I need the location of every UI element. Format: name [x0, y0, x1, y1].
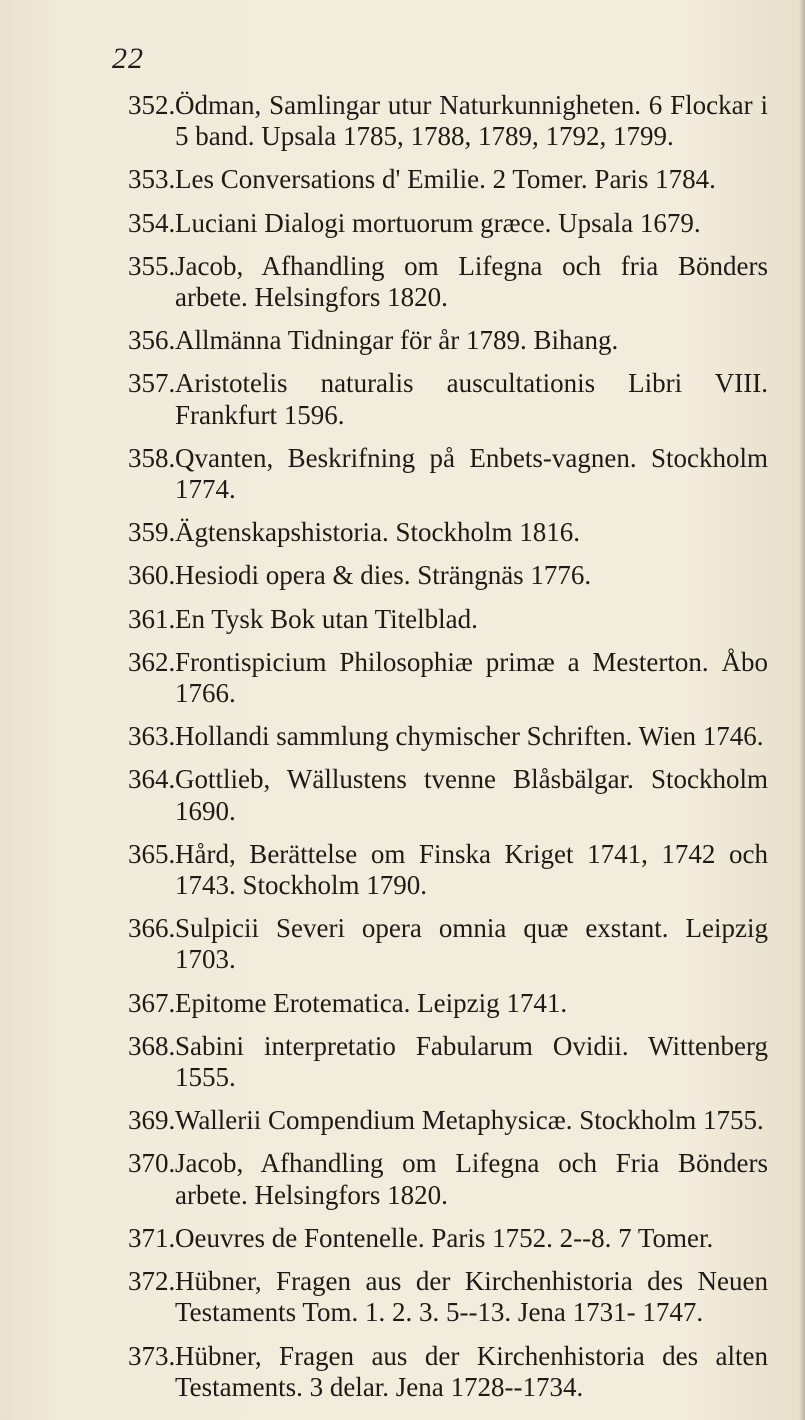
entry-number: 352.: [128, 90, 176, 120]
page-number: 22: [112, 42, 144, 75]
entry-text: En Tysk Bok utan Titelblad.: [175, 603, 478, 634]
entry-text: Ägtenskapshistoria. Stockholm 1816.: [175, 517, 580, 548]
entry-number: 361.: [128, 603, 176, 634]
entry-number: 353.: [128, 164, 176, 195]
page-edge-shadow: [799, 0, 805, 1420]
entry-text: Hübner, Fragen aus der Kirchenhistoria des Neuen Testaments Tom. 1. 2. 3. 5--13. Jena 1731- 1747.: [175, 1266, 768, 1328]
catalog-entry: [128, 764, 768, 826]
entry-number: 357.: [128, 368, 176, 399]
entry-number: 362.: [128, 646, 176, 677]
catalog-entry: [128, 1341, 768, 1403]
entry-number: 360.: [128, 560, 176, 591]
entry-text: Oeuvres de Fontenelle. Paris 1752. 2--8. 7 Tomer.: [175, 1222, 714, 1253]
catalog-entry: [128, 443, 768, 505]
catalog-entry: [128, 839, 768, 901]
catalog-entry: [128, 164, 768, 195]
entry-text: Sulpicii Severi opera omnia quæ exstant. Leipzig 1703.: [175, 913, 768, 975]
entry-number: 373.: [128, 1340, 176, 1371]
catalog-entry: [128, 90, 768, 152]
catalog-entry: [128, 1266, 768, 1328]
catalog-entry: [128, 988, 768, 1019]
catalog-entry: [128, 721, 768, 752]
entry-number: 358.: [128, 442, 176, 473]
entry-text: Allmänna Tidningar för år 1789. Bihang.: [175, 325, 619, 356]
catalog-entry: [128, 913, 768, 975]
entry-text: Luciani Dialogi mortuorum græce. Upsala 1679.: [175, 207, 701, 238]
entry-text: Qvanten, Beskrifning på Enbets-vagnen. Stockholm 1774.: [175, 442, 768, 505]
entry-text: Hollandi sammlung chymischer Schriften. Wien 1746.: [175, 721, 764, 752]
catalog-entry: [128, 1148, 768, 1210]
entry-text: Hübner, Fragen aus der Kirchenhistoria des alten Testaments. 3 delar. Jena 1728--1734.: [175, 1340, 768, 1402]
entry-number: 368.: [128, 1030, 176, 1061]
entry-text: Hesiodi opera & dies. Strängnäs 1776.: [175, 560, 592, 591]
entry-text: Ödman, Samlingar utur Naturkunnigheten. 6 Flockar i 5 band. Upsala 1785, 1788, 1789, 1792, 1799.: [175, 90, 768, 152]
catalog-entry: [128, 517, 768, 548]
catalog-entry: [128, 1105, 768, 1136]
catalog-entry: [128, 1031, 768, 1093]
entry-number: 372.: [128, 1266, 176, 1297]
entry-number: 364.: [128, 764, 176, 795]
catalog-entry: [128, 325, 768, 356]
catalog-entry: [128, 560, 768, 591]
entry-text: Gottlieb, Wällustens tvenne Blåsbälgar. Stockholm 1690.: [175, 764, 768, 826]
entry-text: Frontispicium Philosophiæ primæ a Mesterton. Åbo 1766.: [175, 646, 768, 709]
catalog-entry: [128, 368, 768, 430]
entry-number: 366.: [128, 913, 176, 944]
entry-number: 369.: [128, 1105, 176, 1136]
entry-number: 354.: [128, 207, 176, 238]
entry-text: Jacob, Afhandling om Lifegna och Fria Bönders arbete. Helsingfors 1820.: [175, 1148, 768, 1210]
entry-text: Jacob, Afhandling om Lifegna och fria Bönders arbete. Helsingfors 1820.: [175, 250, 768, 313]
catalog-entry: [128, 604, 768, 635]
entry-number: 355.: [128, 250, 176, 281]
entry-text: Aristotelis naturalis auscultationis Libri VIII. Frankfurt 1596.: [175, 368, 768, 430]
entry-number: 371.: [128, 1222, 176, 1253]
entry-number: 365.: [128, 838, 176, 869]
entry-text: Sabini interpretatio Fabularum Ovidii. Wittenberg 1555.: [175, 1030, 768, 1093]
entry-number: 356.: [128, 325, 176, 356]
entry-number: 363.: [128, 721, 176, 752]
entry-number: 359.: [128, 517, 176, 548]
catalog-entry: [128, 1223, 768, 1254]
entry-text: Les Conversations d' Emilie. 2 Tomer. Paris 1784.: [175, 164, 716, 195]
entry-text: Epitome Erotematica. Leipzig 1741.: [175, 987, 568, 1018]
catalog-entries: [128, 90, 768, 1415]
entry-text: Wallerii Compendium Metaphysicæ. Stockholm 1755.: [175, 1105, 764, 1136]
catalog-entry: [128, 251, 768, 313]
catalog-entry: [128, 208, 768, 239]
entry-text: Hård, Berättelse om Finska Kriget 1741, 1742 och 1743. Stockholm 1790.: [175, 838, 768, 901]
catalog-entry: [128, 647, 768, 709]
entry-number: 367.: [128, 987, 176, 1018]
entry-number: 370.: [128, 1148, 176, 1179]
